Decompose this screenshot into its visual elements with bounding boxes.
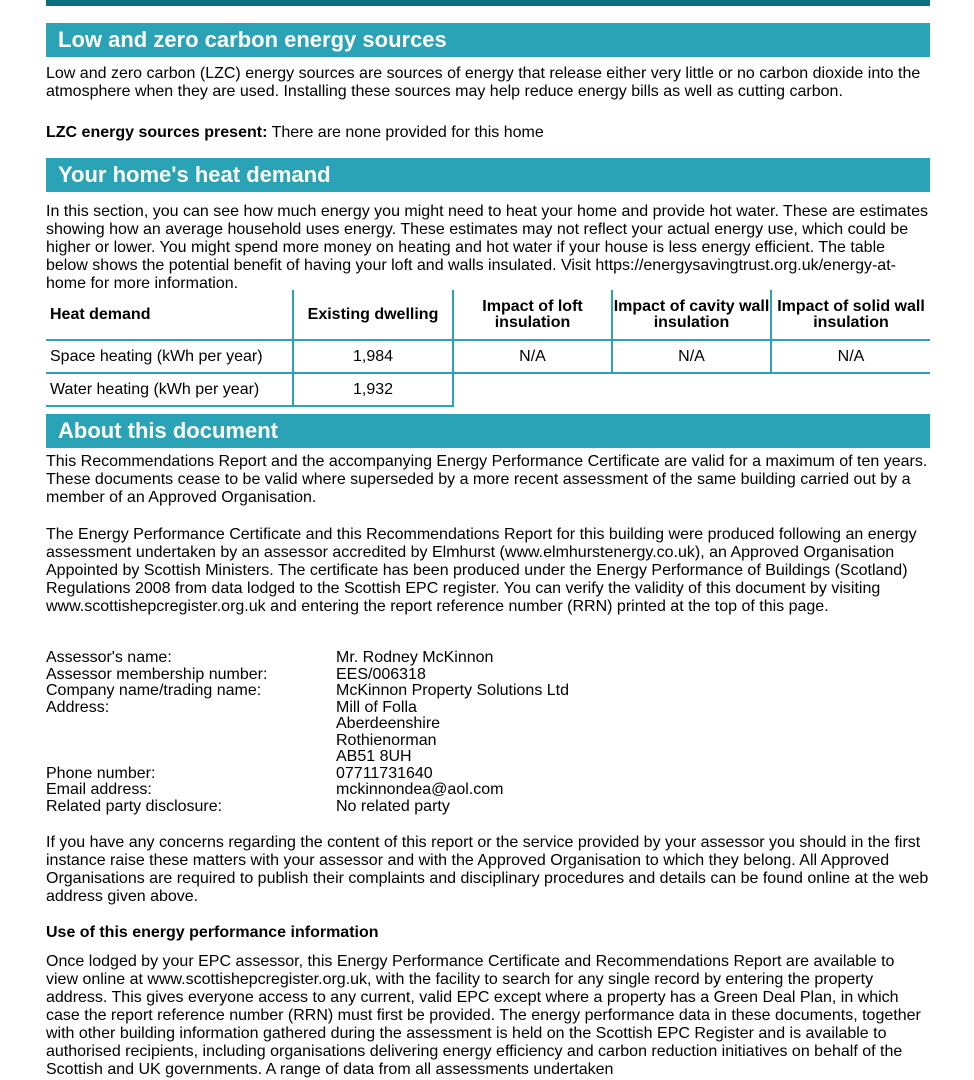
membership-number: EES/006318 — [336, 665, 426, 683]
cell-existing: 1,932 — [293, 373, 453, 406]
related-label: Related party disclosure: — [46, 797, 223, 815]
related-party: No related party — [336, 797, 450, 815]
assessor-name: Mr. Rodney McKinnon — [336, 649, 494, 666]
about-para-1: This Recommendations Report and the accompanying Energy Performance Certificate are valid for a maximum of ten years. These documents cease to be valid where superseded by a more recent assessment of the same building carried out by a member of an Approved Organisation. — [46, 453, 928, 506]
cell-loft: N/A — [453, 340, 612, 373]
address-line: Mill of Folla — [336, 698, 417, 716]
phone-label: Phone number: — [46, 764, 156, 782]
address-line: Aberdeenshire — [336, 715, 441, 732]
header-cavity-wall: Impact of cavity wall insulation — [612, 290, 771, 340]
about-section-header: About this document — [46, 414, 930, 448]
heat-section-header: Your home's heat demand — [46, 158, 930, 192]
header-solid-wall: Impact of solid wall insulation — [771, 290, 930, 340]
lzc-present-value: There are none provided for this home — [267, 124, 544, 141]
empty-cell — [453, 373, 930, 406]
heat-intro: In this section, you can see how much energy you might need to heat your home and provide hot water. These are estimates showing how an average household uses energy. These estimates may not reflect your actual energy use, which could be higher or lower. You might spend more money on heating and hot water if your house is less energy efficient. The table below shows the potential benefit of having your loft and walls insulated. Visit https://energysavingtrust.org.uk/energy-at-home for more information. — [46, 203, 928, 292]
email-address: mckinnondea@aol.com — [336, 781, 504, 798]
header-heat-demand: Heat demand — [46, 290, 293, 340]
header-existing-dwelling: Existing dwelling — [293, 290, 453, 340]
table-row — [46, 340, 930, 373]
cell-solid: N/A — [771, 340, 930, 373]
membership-label: Assessor membership number: — [46, 665, 268, 683]
address-label: Address: — [46, 698, 110, 716]
about-para-3: If you have any concerns regarding the content of this report or the service provided by your assessor you should in the first instance raise these matters with your assessor and with the Approved Organisation to which they belong. All Approved Organisations are required to publish their complaints and disciplinary procedures and details can be found online at the web address given above. — [46, 834, 929, 905]
address-line: AB51 8UH — [336, 748, 412, 765]
address-line: Rothienorman — [336, 731, 437, 749]
heat-demand-table — [46, 290, 930, 407]
row-label: Space heating (kWh per year) — [46, 340, 293, 373]
table-row — [46, 373, 930, 406]
email-label: Email address: — [46, 781, 152, 798]
spacer — [46, 749, 336, 766]
spacer — [46, 716, 336, 733]
company-name: McKinnon Property Solutions Ltd — [336, 682, 570, 699]
top-rule — [46, 0, 930, 6]
assessor-details — [46, 650, 736, 815]
table-header-row — [46, 290, 930, 340]
company-label: Company name/trading name: — [46, 682, 262, 699]
cell-existing: 1,984 — [293, 340, 453, 373]
lzc-present — [46, 124, 930, 142]
row-label: Water heating (kWh per year) — [46, 373, 293, 406]
lzc-present-label: LZC energy sources present: — [46, 124, 268, 141]
lzc-section-header: Low and zero carbon energy sources — [46, 23, 930, 57]
header-loft-insulation: Impact of loft insulation — [453, 290, 612, 340]
about-para-4: Once lodged by your EPC assessor, this Energy Performance Certificate and Recommendations Report are available to view online at www.scottishepcregister.org.uk, with the facility to search for any single record by entering the property address. This gives everyone access to any current, valid EPC except where a property has a Green Deal Plan, in which case the report reference number (RRN) must first be provided. The energy performance data in these documents, together with other building information gathered during the assessment is held on the Scottish EPC Register and is available to authorised recipients, including organisations delivering energy efficiency and carbon reduction initiatives on behalf of the Scottish and UK governments. A range of data from all assessments undertaken — [46, 953, 921, 1078]
phone-number: 07711731640 — [336, 764, 433, 782]
spacer — [46, 733, 336, 750]
cell-cavity: N/A — [612, 340, 771, 373]
assessor-name-label: Assessor's name: — [46, 649, 172, 666]
use-heading: Use of this energy performance information — [46, 924, 379, 941]
lzc-intro: Low and zero carbon (LZC) energy sources are sources of energy that release either very little or no carbon dioxide into the atmosphere when they are used. Installing these sources may help reduce energy bills as well as cutting carbon. — [46, 65, 921, 100]
about-para-2: The Energy Performance Certificate and this Recommendations Report for this building were produced following an energy assessment undertaken by an assessor accredited by Elmhurst (www.elmhurstenergy.co.uk), an Approved Organisation Appointed by Scottish Ministers. The certificate has been produced under the Energy Performance of Buildings (Scotland) Regulations 2008 from data lodged to the Scottish EPC register. You can verify the validity of this document by visiting www.scottishepcregister.org.uk and entering the report reference number (RRN) printed at the top of this page. — [46, 526, 917, 615]
